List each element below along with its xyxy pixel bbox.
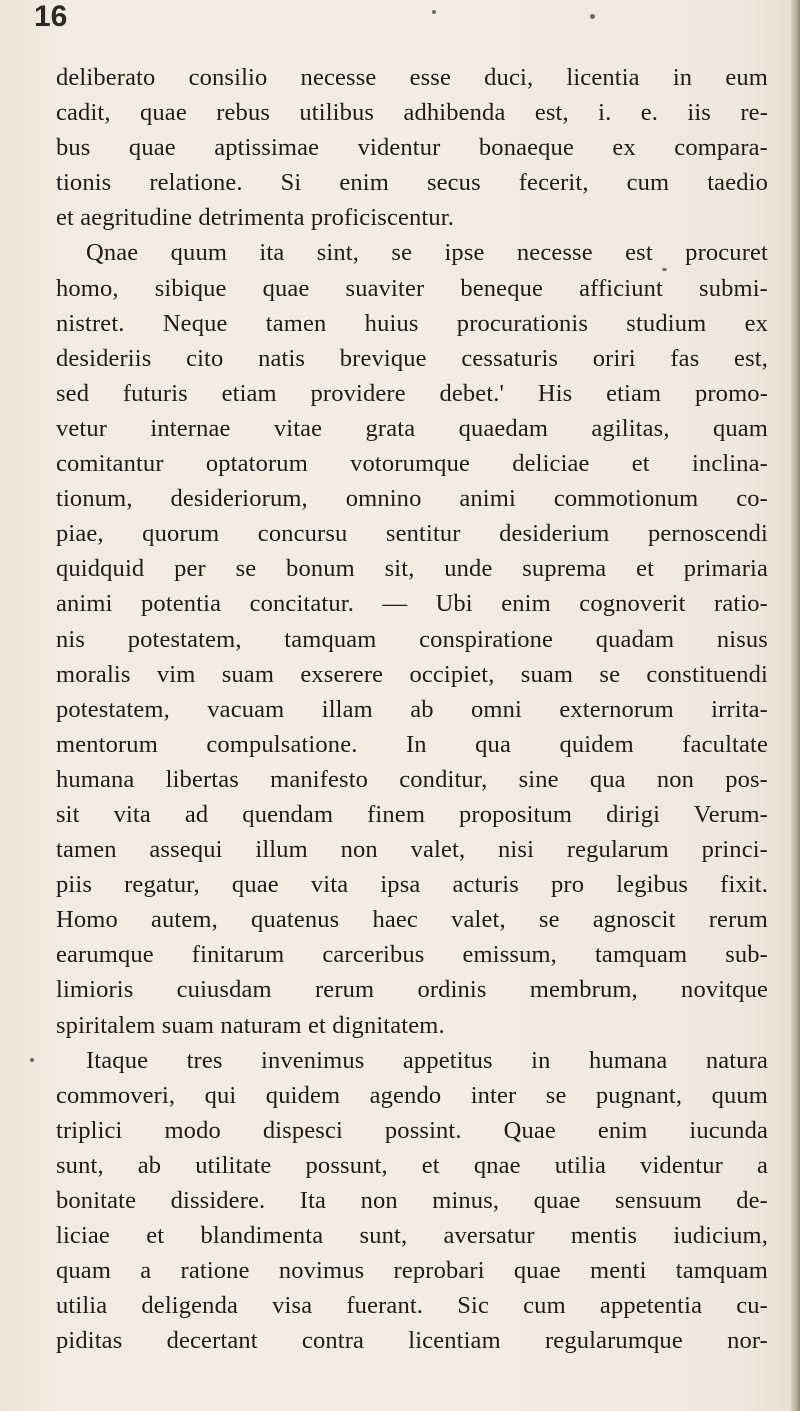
page-number: 16 — [34, 0, 68, 33]
text-body — [56, 60, 768, 1358]
text-line: tionum, desideriorum, omnino animi commotionum co- — [56, 485, 768, 513]
print-speck — [432, 10, 436, 14]
text-line: bonitate dissidere. Ita non minus, quae sensuum de- — [56, 1187, 768, 1214]
text-line: limioris cuiusdam rerum ordinis membrum, novitque — [56, 976, 768, 1004]
text-line: cadit, quae rebus utilibus adhibenda est, i. e. iis re- — [56, 99, 768, 127]
text-line: humana libertas manifesto conditur, sine qua non pos- — [56, 765, 768, 793]
text-line: piis regatur, quae vita ipsa acturis pro legibus fixit. — [56, 871, 768, 899]
text-line: liciae et blandimenta sunt, aversatur mentis iudicium, — [56, 1222, 768, 1250]
text-line: piae, quorum concursu sentitur desiderium pernoscendi — [56, 520, 768, 548]
page-edge — [791, 0, 800, 1411]
text-line: nistret. Neque tamen huius procurationis studium ex — [56, 309, 768, 337]
text-line: commoveri, qui quidem agendo inter se pugnant, quum — [56, 1081, 768, 1109]
text-line: earumque finitarum carceribus emissum, tamquam sub- — [56, 941, 768, 969]
print-speck — [590, 14, 595, 19]
text-line: piditas decertant contra licentiam regularumque nor- — [56, 1327, 768, 1355]
text-line: nis potestatem, tamquam conspiratione quadam nisus — [56, 625, 768, 653]
text-line: comitantur optatorum votorumque deliciae et inclina- — [56, 450, 768, 478]
text-line: tamen assequi illum non valet, nisi regularum princi- — [56, 836, 768, 864]
text-line: vetur internae vitae grata quaedam agilitas, quam — [56, 414, 768, 442]
text-line: Qnae quum ita sint, se ipse necesse est procuret — [86, 239, 768, 267]
text-line: bus quae aptissimae videntur bonaeque ex compara- — [56, 134, 768, 162]
text-line: sunt, ab utilitate possunt, et qnae utilia videntur a — [56, 1151, 768, 1179]
print-speck — [30, 1058, 34, 1062]
text-line: moralis vim suam exserere occipiet, suam se constituendi — [56, 660, 768, 688]
text-line: quam a ratione novimus reprobari quae menti tamquam — [56, 1257, 768, 1285]
print-speck — [662, 268, 667, 271]
text-line: Itaque tres invenimus appetitus in humana natura — [86, 1046, 768, 1074]
text-line: utilia deligenda visa fuerant. Sic cum appetentia cu- — [56, 1292, 768, 1320]
text-line: mentorum compulsatione. In qua quidem facultate — [56, 730, 768, 758]
text-line: homo, sibique quae suaviter beneque afficiunt submi- — [56, 274, 768, 302]
text-line: sit vita ad quendam finem propositum dirigi Verum- — [56, 800, 768, 828]
text-line: deliberato consilio necesse esse duci, licentia in eum — [56, 64, 768, 91]
text-line: et aegritudine detrimenta proficiscentur. — [56, 204, 454, 232]
text-line: triplici modo dispesci possint. Quae enim iucunda — [56, 1116, 768, 1144]
text-line: potestatem, vacuam illam ab omni externorum irrita- — [56, 695, 768, 723]
text-line: desideriis cito natis brevique cessaturis oriri fas est, — [56, 344, 768, 372]
text-line: animi potentia concitatur. — Ubi enim cognoverit ratio- — [56, 590, 768, 618]
text-line: sed futuris etiam providere debet.' His etiam promo- — [56, 379, 768, 407]
text-line: tionis relatione. Si enim secus fecerit, cum taedio — [56, 169, 768, 197]
text-line: spiritalem suam naturam et dignitatem. — [56, 1011, 445, 1039]
text-line: Homo autem, quatenus haec valet, se agnoscit rerum — [56, 906, 768, 934]
text-line: quidquid per se bonum sit, unde suprema et primaria — [56, 555, 768, 583]
